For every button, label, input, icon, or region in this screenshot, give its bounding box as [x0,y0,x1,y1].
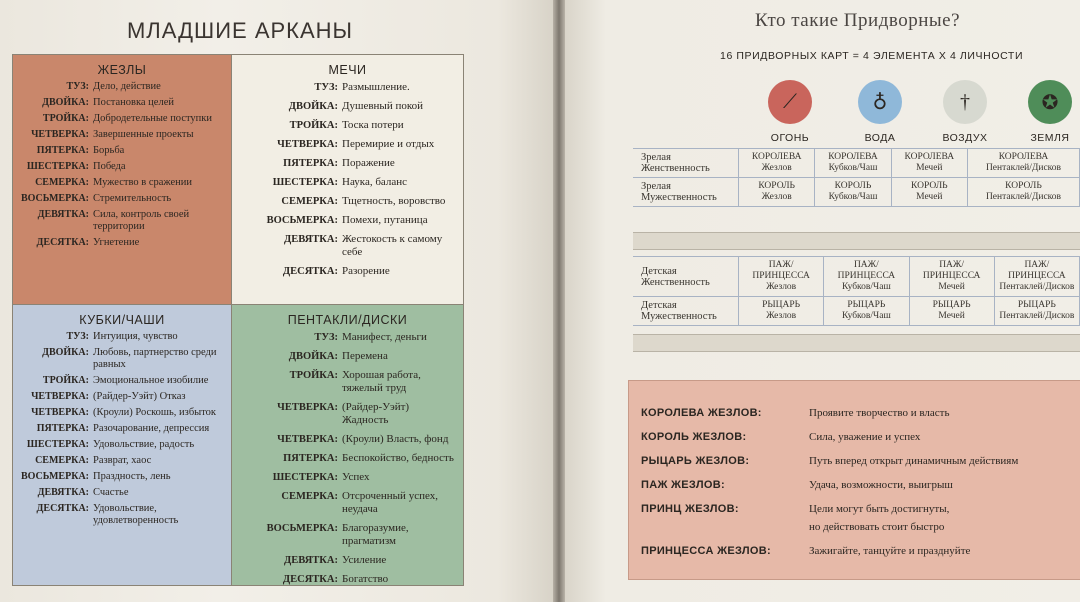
card-rank: ШЕСТЕРКА: [272,177,338,188]
court-card-title: КОРОЛЬ [1005,181,1042,191]
court-card-meaning: Удача, возможности, выигрыш [809,479,953,491]
arcana-row [238,331,457,344]
court-card-title: РЫЦАРЬ [762,300,801,310]
pentacles-title: ПЕНТАКЛИ/ДИСКИ [287,313,408,327]
card-meaning: Хорошая работа, тяжелый труд [342,369,421,394]
card-rank: ШЕСТЕРКА: [26,161,89,172]
court-card-meaning: Цели могут быть достигнуты, [809,503,950,515]
minor-arcana-grid [12,54,464,586]
court-meaning-row [641,545,970,557]
arcana-row [19,347,225,371]
court-card-suit: Жезлов [766,282,797,292]
table-separator [633,232,1080,250]
court-card-suit: Жезлов [761,163,792,173]
card-rank: СЕМЕРКА: [281,196,338,207]
card-meaning: Любовь, партнерство среди равных [93,347,217,370]
card-meaning: Богатство [342,573,389,585]
court-card-cell [815,178,891,207]
court-card-suit: Мечей [916,163,943,173]
court-card-suit: Кубков/Чаш [841,311,891,321]
court-card-cell [891,149,967,178]
arcana-row [19,209,225,233]
card-rank: ДЕСЯТКА: [36,237,89,248]
card-rank: ПЯТЕРКА: [36,145,89,156]
card-meaning: Удовольствие, удовлетворенность [93,503,179,526]
court-card-cell [739,297,824,326]
card-rank: ДЕСЯТКА: [282,266,338,277]
card-rank: ВОСЬМЕРКА: [266,523,338,534]
card-meaning: Перемирие и отдых [342,138,435,150]
court-card-suit: Жезлов [766,311,797,321]
pentacle-icon: ✪ [1028,80,1072,124]
court-card-name: ПРИНЦЕССА ЖЕЗЛОВ: [641,545,771,557]
card-rank: ТУЗ: [66,81,89,92]
court-card-name: КОРОЛЕВА ЖЕЗЛОВ: [641,407,762,419]
court-card-cell [824,297,909,326]
court-meaning-row [641,521,944,533]
court-card-cell [909,257,994,297]
court-card-meaning: Сила, уважение и успех [809,431,921,443]
court-meaning-row [641,479,953,491]
element-water [840,80,920,144]
arcana-row [19,97,225,109]
arcana-row [19,193,225,205]
card-rank: ТРОЙКА: [42,375,89,386]
wands-quadrant [13,55,231,304]
court-card-title: РЫЦАРЬ [847,300,886,310]
swords-title: МЕЧИ [328,63,367,77]
card-rank: ТРОЙКА: [289,370,338,381]
arcana-row [238,490,457,516]
court-card-title: КОРОЛЬ [834,181,872,191]
card-meaning: Разочарование, депрессия [93,423,210,434]
card-meaning: Удовольствие, радость [93,439,195,450]
court-meaning-row [641,407,949,419]
card-meaning: Отсроченный успех, неудача [342,490,438,515]
card-meaning: Наука, баланс [342,176,408,188]
element-label: ОГОНЬ [770,132,810,144]
card-meaning: Усиление [342,554,387,566]
card-meaning: Манифест, деньги [342,331,427,343]
court-card-title: КОРОЛЬ [910,181,948,191]
cups-title: КУБКИ/ЧАШИ [79,313,165,327]
card-rank: ТРОЙКА: [42,113,89,124]
court-card-title: РЫЦАРЬ [1017,300,1056,310]
cups-list [19,331,225,527]
cups-quadrant [13,304,231,585]
arcana-row [19,81,225,93]
card-rank: ВОСЬМЕРКА: [20,471,89,482]
court-card-suit: Мечей [938,282,965,292]
arcana-row [238,369,457,395]
arcana-row [238,350,457,363]
court-card-name: ПРИНЦ ЖЕЗЛОВ: [641,503,739,515]
card-meaning: Помехи, путаница [342,214,428,226]
court-row [633,257,1080,297]
court-card-suit: Жезлов [761,192,792,202]
arcana-row [19,331,225,343]
card-rank: ЧЕТВЕРКА: [31,391,89,402]
card-meaning: Перемена [342,350,388,362]
court-card-suit: Мечей [916,192,943,202]
arcana-row [238,214,457,227]
court-card-suit: Пентаклей/Дисков [999,311,1075,321]
arcana-row [238,554,457,567]
card-rank: ДЕСЯТКА: [36,503,89,514]
wands-court-box [628,380,1080,580]
court-card-cell [909,297,994,326]
card-meaning: Угнетение [93,237,140,248]
right-page [565,0,1080,602]
court-card-title: КОРОЛЕВА [828,152,878,162]
element-label: ЗЕМЛЯ [1030,132,1070,144]
arcana-row [19,177,225,189]
card-rank: ДЕВЯТКА: [37,209,89,220]
court-card-cell [739,149,815,178]
card-rank: ПЯТЕРКА: [283,453,338,464]
card-rank: ТРОЙКА: [289,120,338,131]
card-meaning: Сила, контроль своей территории [93,209,190,232]
element-air [925,80,1005,144]
court-row [633,149,1080,178]
court-meaning-row [641,503,949,515]
table-separator [633,334,1080,352]
arcana-row [238,157,457,170]
arcana-row [238,471,457,484]
arcana-row [19,407,225,419]
arcana-row [19,145,225,157]
element-fire [750,80,830,144]
card-rank: ШЕСТЕРКА: [26,439,89,450]
court-card-cell [967,178,1079,207]
card-rank: ДЕВЯТКА: [284,234,338,245]
card-meaning: Борьба [93,145,125,156]
court-card-cell [815,149,891,178]
court-card-suit: Пентаклей/Дисков [985,163,1062,173]
card-rank: СЕМЕРКА: [35,177,89,188]
arcana-row [238,265,457,278]
court-meaning-row [641,431,920,443]
court-card-suit: Мечей [938,311,965,321]
court-row [633,178,1080,207]
court-card-name [641,521,809,533]
card-rank: ЧЕТВЕРКА: [31,407,89,418]
card-rank: ДЕВЯТКА: [37,487,89,498]
arcana-row [238,401,457,427]
arcana-row [238,81,457,94]
left-page-title: МЛАДШИЕ АРКАНЫ [126,18,354,43]
court-card-title: ПАЖ/ПРИНЦЕССА [1008,260,1066,281]
court-row [633,297,1080,326]
element-label: ВОДА [864,132,896,144]
card-rank: ДВОЙКА: [288,351,338,362]
card-meaning: Душевный покой [342,100,424,112]
card-rank: ДЕСЯТКА: [282,574,338,585]
card-meaning: Мужество в сражении [93,177,193,188]
court-card-name: ПАЖ ЖЕЗЛОВ: [641,479,725,491]
wands-list [19,81,225,249]
pentacles-quadrant [231,304,463,585]
card-rank: ТУЗ: [66,331,89,342]
card-rank: ПЯТЕРКА: [283,158,338,169]
court-row-label: Зрелая Женственность [633,149,739,178]
card-rank: ПЯТЕРКА: [36,423,89,434]
card-rank: ДВОЙКА: [42,97,89,108]
right-page-subtitle: 16 ПРИДВОРНЫХ КАРТ = 4 ЭЛЕМЕНТА Х 4 ЛИЧНОСТИ [720,50,1024,62]
card-meaning: Эмоциональное изобилие [93,375,209,386]
mature-court-table [633,148,1080,207]
court-card-meaning: Путь вперед открыт динамичным действиям [809,455,1019,467]
court-card-title: ПАЖ/ПРИНЦЕССА [922,260,981,281]
card-meaning: Стремительность [93,193,172,204]
arcana-row [238,433,457,446]
pentacles-list [238,331,457,586]
card-meaning: (Райдер-Уэйт) Жадность [342,401,410,426]
arcana-row [238,138,457,151]
card-meaning: Интуиция, чувство [93,331,178,342]
court-card-name: РЫЦАРЬ ЖЕЗЛОВ: [641,455,750,467]
element-earth [1010,80,1080,144]
arcana-row [19,487,225,499]
arcana-row [19,471,225,483]
card-meaning: Праздность, лень [93,471,171,482]
court-card-meaning: но действовать стоит быстро [809,521,945,533]
court-card-title: ПАЖ/ПРИНЦЕССА [752,260,810,281]
card-meaning: Победа [93,161,126,172]
arcana-row [19,439,225,451]
court-card-suit: Кубков/Чаш [841,282,891,292]
court-card-meaning: Зажигайте, танцуйте и празднуйте [809,545,971,557]
card-rank: ЧЕТВЕРКА: [31,129,89,140]
card-meaning: (Кроули) Роскошь, избыток [93,407,217,418]
arcana-row [238,176,457,189]
swords-quadrant [231,55,463,304]
arcana-row [19,391,225,403]
youth-court-table [633,256,1080,326]
card-meaning: Тоска потери [342,119,404,131]
arcana-row [19,503,225,527]
court-card-name: КОРОЛЬ ЖЕЗЛОВ: [641,431,747,443]
card-meaning: Разврат, хаос [93,455,152,466]
court-card-title: КОРОЛЕВА [751,152,802,162]
arcana-row [238,522,457,548]
card-meaning: (Райдер-Уэйт) Отказ [93,391,186,402]
right-page-title: Кто такие Придворные? [755,10,960,31]
arcana-row [238,119,457,132]
card-meaning: Жестокость к самому себе [342,233,443,258]
card-rank: ШЕСТЕРКА: [272,472,338,483]
card-meaning: (Кроули) Власть, фонд [342,433,449,445]
card-rank: СЕМЕРКА: [281,491,338,502]
arcana-row [238,100,457,113]
card-rank: ЧЕТВЕРКА: [277,402,338,413]
arcana-row [238,573,457,586]
sword-icon: † [943,80,987,124]
court-card-title: РЫЦАРЬ [932,300,971,310]
card-meaning: Добродетельные поступки [93,113,213,124]
wands-title: ЖЕЗЛЫ [97,63,147,77]
card-meaning: Успех [342,471,370,483]
card-meaning: Беспокойство, бедность [342,452,454,464]
card-meaning: Дело, действие [93,81,161,92]
court-card-title: КОРОЛЕВА [904,152,955,162]
arcana-row [238,452,457,465]
card-meaning: Счастье [93,487,129,498]
card-rank: ТУЗ: [314,332,338,343]
card-rank: СЕМЕРКА: [35,455,89,466]
card-rank: ЧЕТВЕРКА: [277,434,338,445]
arcana-row [19,129,225,141]
card-meaning: Поражение [342,157,395,169]
card-rank: ДВОЙКА: [288,101,338,112]
card-meaning: Размышление. [342,81,410,93]
court-card-suit: Кубков/Чаш [828,192,878,202]
arcana-row [19,237,225,249]
arcana-row [19,161,225,173]
card-rank: ВОСЬМЕРКА: [266,215,338,226]
court-card-cell [824,257,909,297]
swords-list [238,81,457,278]
court-card-meaning: Проявите творчество и власть [809,407,950,419]
card-rank: ДЕВЯТКА: [284,555,338,566]
court-row-label: Детская Мужественность [633,297,739,326]
court-card-suit: Кубков/Чаш [828,163,878,173]
card-meaning: Благоразумие, прагматизм [342,522,409,547]
card-meaning: Разорение [342,265,390,277]
card-meaning: Постановка целей [93,97,174,108]
court-card-cell [994,257,1079,297]
court-card-cell [739,257,824,297]
card-meaning: Завершенные проекты [93,129,194,140]
court-card-title: ПАЖ/ПРИНЦЕССА [837,260,896,281]
wand-icon: ⟋ [768,80,812,124]
court-card-suit: Пентаклей/Дисков [985,192,1062,202]
court-card-cell [967,149,1079,178]
court-card-suit: Пентаклей/Дисков [999,282,1075,292]
card-rank: ЧЕТВЕРКА: [277,139,338,150]
court-row-label: Детская Женственность [633,257,739,297]
element-label: ВОЗДУХ [942,132,988,144]
arcana-row [238,233,457,259]
card-rank: ВОСЬМЕРКА: [20,193,89,204]
arcana-row [19,423,225,435]
card-rank: ДВОЙКА: [42,347,89,358]
court-card-cell [994,297,1079,326]
book-gutter [553,0,565,602]
court-card-title: КОРОЛЕВА [998,152,1049,162]
court-meaning-row [641,455,1018,467]
card-rank: ТУЗ: [314,82,338,93]
court-card-cell [739,178,815,207]
arcana-row [19,375,225,387]
court-card-cell [891,178,967,207]
card-meaning: Тщетность, воровство [342,195,446,207]
arcana-row [238,195,457,208]
court-card-title: КОРОЛЬ [758,181,795,191]
chalice-icon: ♁ [858,80,902,124]
arcana-row [19,113,225,125]
arcana-row [19,455,225,467]
court-row-label: Зрелая Мужественность [633,178,739,207]
